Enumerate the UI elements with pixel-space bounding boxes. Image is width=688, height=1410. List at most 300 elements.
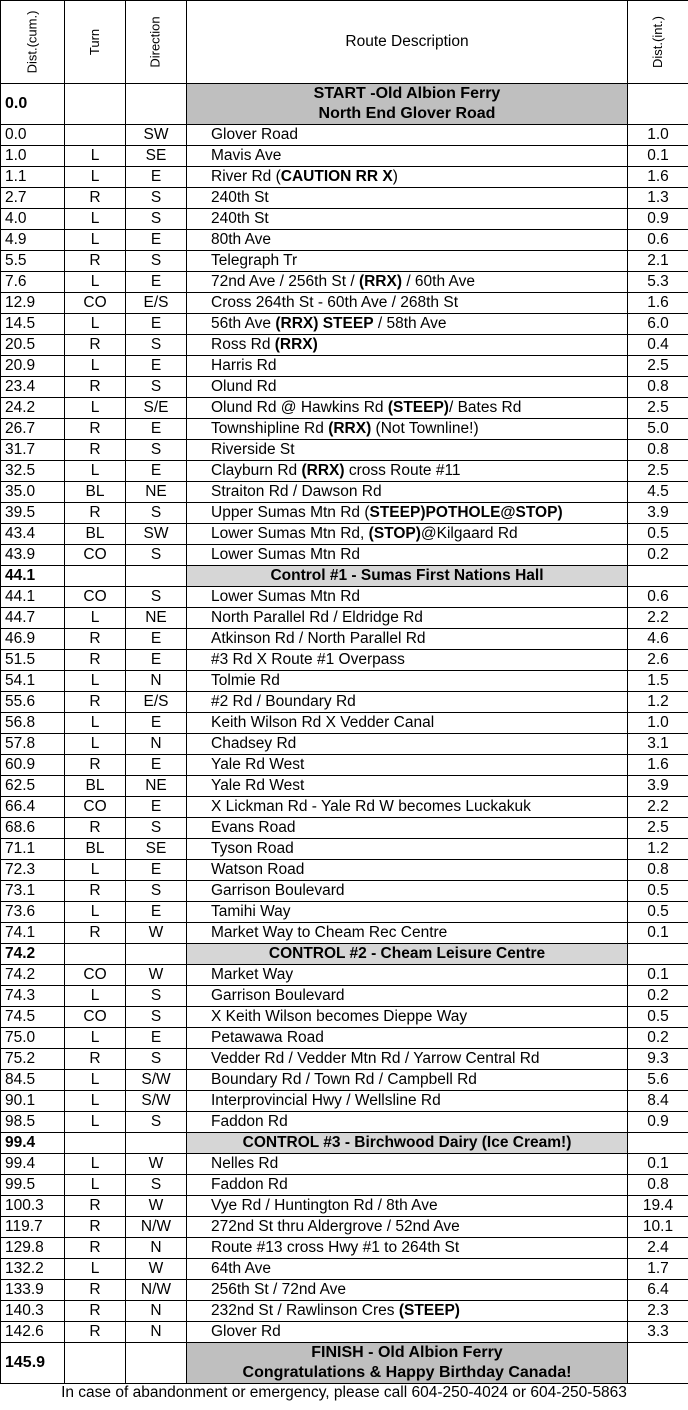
cumulative-distance: 12.9: [1, 293, 65, 314]
route-description: [187, 188, 628, 209]
turn: R: [65, 377, 126, 398]
interval-distance: 2.2: [628, 797, 688, 818]
description-part: Tolmie Rd: [211, 672, 280, 689]
route-description: [187, 1112, 628, 1133]
turn: R: [65, 923, 126, 944]
description-part: / Bates Rd: [448, 399, 522, 416]
control-1-row: [1, 566, 688, 587]
description-part: #2 Rd / Boundary Rd: [211, 693, 356, 710]
route-description: [187, 818, 628, 839]
description-part: Evans Road: [211, 819, 296, 836]
direction: S: [126, 440, 187, 461]
direction: E: [126, 314, 187, 335]
empty-cell: [126, 1133, 187, 1154]
interval-distance: 0.2: [628, 986, 688, 1007]
route-description: [187, 293, 628, 314]
cumulative-distance: 51.5: [1, 650, 65, 671]
cumulative-distance: 119.7: [1, 1217, 65, 1238]
description-part: 256th St / 72nd Ave: [211, 1281, 347, 1298]
interval-distance: 3.9: [628, 503, 688, 524]
description-part: Nelles Rd: [211, 1155, 279, 1172]
cumulative-distance: 7.6: [1, 272, 65, 293]
cumulative-distance: 2.7: [1, 188, 65, 209]
turn: BL: [65, 839, 126, 860]
description-part: River Rd (: [211, 168, 281, 185]
interval-distance: 0.2: [628, 1028, 688, 1049]
description-part: X Keith Wilson becomes Dieppe Way: [211, 1008, 468, 1025]
control-3-row-dist: 99.4: [1, 1133, 65, 1154]
turn: R: [65, 1301, 126, 1322]
control-2-row: [1, 944, 688, 965]
description-part: 232nd St / Rawlinson Cres: [211, 1302, 399, 1319]
interval-distance: 1.0: [628, 713, 688, 734]
interval-distance: 1.6: [628, 755, 688, 776]
description-part: (STEEP): [398, 1302, 460, 1319]
turn: L: [65, 1070, 126, 1091]
route-description: [187, 1217, 628, 1238]
empty-cell: [628, 566, 688, 587]
route-description: [187, 419, 628, 440]
cumulative-distance: 0.0: [1, 125, 65, 146]
direction: S: [126, 503, 187, 524]
turn: CO: [65, 587, 126, 608]
turn: R: [65, 1217, 126, 1238]
direction: W: [126, 965, 187, 986]
route-row: [1, 650, 688, 671]
turn: L: [65, 1028, 126, 1049]
turn: R: [65, 503, 126, 524]
direction: N/W: [126, 1217, 187, 1238]
route-description: [187, 251, 628, 272]
interval-distance: 3.9: [628, 776, 688, 797]
cumulative-distance: 140.3: [1, 1301, 65, 1322]
cumulative-distance: 1.0: [1, 146, 65, 167]
cumulative-distance: 75.0: [1, 1028, 65, 1049]
control-1-row-dist: 44.1: [1, 566, 65, 587]
cumulative-distance: 100.3: [1, 1196, 65, 1217]
cumulative-distance: 39.5: [1, 503, 65, 524]
route-row: [1, 1280, 688, 1301]
description-part: Boundary Rd / Town Rd / Campbell Rd: [211, 1071, 477, 1088]
description-part: Glover Rd: [211, 1323, 281, 1340]
direction: S: [126, 1112, 187, 1133]
direction: S/W: [126, 1070, 187, 1091]
route-row: [1, 524, 688, 545]
route-description: [187, 1049, 628, 1070]
description-part: Yale Rd West: [211, 777, 305, 794]
route-description: [187, 902, 628, 923]
cumulative-distance: 132.2: [1, 1259, 65, 1280]
cumulative-distance: 98.5: [1, 1112, 65, 1133]
direction: E: [126, 167, 187, 188]
direction: S/W: [126, 1091, 187, 1112]
cumulative-distance: 5.5: [1, 251, 65, 272]
direction: S: [126, 545, 187, 566]
description-part: Vye Rd / Huntington Rd / 8th Ave: [211, 1197, 438, 1214]
interval-distance: 10.1: [628, 1217, 688, 1238]
direction: N: [126, 671, 187, 692]
interval-distance: 0.8: [628, 440, 688, 461]
control-3-row: [1, 1133, 688, 1154]
turn: L: [65, 1175, 126, 1196]
route-description: [187, 1070, 628, 1091]
route-row: [1, 1049, 688, 1070]
interval-distance: 1.7: [628, 1259, 688, 1280]
turn: L: [65, 167, 126, 188]
description-part: (RRX): [301, 462, 345, 479]
description-part: Yale Rd West: [211, 756, 305, 773]
empty-cell: [65, 944, 126, 965]
cumulative-distance: 44.7: [1, 608, 65, 629]
route-row: [1, 146, 688, 167]
turn: L: [65, 398, 126, 419]
route-description: [187, 1280, 628, 1301]
direction: E/S: [126, 692, 187, 713]
route-description: [187, 440, 628, 461]
route-description: [187, 650, 628, 671]
interval-distance: 0.1: [628, 146, 688, 167]
interval-distance: 1.2: [628, 839, 688, 860]
direction: S: [126, 881, 187, 902]
route-row: [1, 1301, 688, 1322]
description-part: Vedder Rd / Vedder Mtn Rd / Yarrow Central Rd: [211, 1050, 540, 1067]
description-part: Olund Rd @ Hawkins Rd: [211, 399, 388, 416]
route-description: [187, 524, 628, 545]
description-part: 56th Ave: [211, 315, 276, 332]
cumulative-distance: 75.2: [1, 1049, 65, 1070]
route-description: [187, 1154, 628, 1175]
turn: L: [65, 902, 126, 923]
turn: R: [65, 251, 126, 272]
direction: E: [126, 356, 187, 377]
interval-distance: 0.8: [628, 1175, 688, 1196]
turn: R: [65, 1280, 126, 1301]
cumulative-distance: 99.4: [1, 1154, 65, 1175]
description-part: Straiton Rd / Dawson Rd: [211, 483, 382, 500]
direction: SW: [126, 125, 187, 146]
interval-distance: 0.9: [628, 1112, 688, 1133]
route-row: [1, 293, 688, 314]
route-description: [187, 125, 628, 146]
turn: L: [65, 734, 126, 755]
turn: [65, 125, 126, 146]
direction: NE: [126, 482, 187, 503]
description-part: Upper Sumas Mtn Rd (: [211, 504, 370, 521]
turn: R: [65, 1238, 126, 1259]
route-row: [1, 986, 688, 1007]
description-part: (RRX) STEEP: [275, 315, 374, 332]
description-part: Riverside St: [211, 441, 295, 458]
description-part: (STOP): [368, 525, 421, 542]
description-part: 240th St: [211, 189, 269, 206]
cumulative-distance: 74.1: [1, 923, 65, 944]
direction: E: [126, 650, 187, 671]
turn: R: [65, 629, 126, 650]
route-row: [1, 1175, 688, 1196]
route-description: [187, 629, 628, 650]
description-part: 240th St: [211, 210, 269, 227]
turn: CO: [65, 545, 126, 566]
cumulative-distance: 84.5: [1, 1070, 65, 1091]
turn: L: [65, 608, 126, 629]
interval-distance: 19.4: [628, 1196, 688, 1217]
cumulative-distance: 71.1: [1, 839, 65, 860]
description-part: Route #13 cross Hwy #1 to 264th St: [211, 1239, 460, 1256]
cumulative-distance: 57.8: [1, 734, 65, 755]
interval-distance: 0.5: [628, 881, 688, 902]
route-description: [187, 230, 628, 251]
turn: L: [65, 314, 126, 335]
turn: BL: [65, 482, 126, 503]
route-description: [187, 734, 628, 755]
turn: R: [65, 335, 126, 356]
interval-distance: 2.5: [628, 818, 688, 839]
route-description: [187, 1301, 628, 1322]
control-3-row-label: CONTROL #3 - Birchwood Dairy (Ice Cream!): [187, 1133, 628, 1154]
route-row: [1, 1196, 688, 1217]
route-row: [1, 1259, 688, 1280]
route-row: [1, 1007, 688, 1028]
cumulative-distance: 55.6: [1, 692, 65, 713]
route-row: [1, 461, 688, 482]
cumulative-distance: 62.5: [1, 776, 65, 797]
description-part: 80th Ave: [211, 231, 272, 248]
finish-line-1: FINISH - Old Albion Ferry: [311, 1344, 503, 1361]
control-2-row-label: CONTROL #2 - Cheam Leisure Centre: [187, 944, 628, 965]
cumulative-distance: 32.5: [1, 461, 65, 482]
finish-line-2: Congratulations & Happy Birthday Canada!: [242, 1364, 572, 1381]
turn: L: [65, 272, 126, 293]
route-row: [1, 839, 688, 860]
route-row: [1, 503, 688, 524]
cumulative-distance: 99.5: [1, 1175, 65, 1196]
turn: L: [65, 986, 126, 1007]
route-row: [1, 902, 688, 923]
description-part: Lower Sumas Mtn Rd: [211, 546, 361, 563]
interval-distance: 5.6: [628, 1070, 688, 1091]
route-description: [187, 776, 628, 797]
description-part: 272nd St thru Aldergrove / 52nd Ave: [211, 1218, 460, 1235]
cumulative-distance: 4.0: [1, 209, 65, 230]
direction: S: [126, 335, 187, 356]
direction: N: [126, 1301, 187, 1322]
turn: R: [65, 755, 126, 776]
description-part: Atkinson Rd / North Parallel Rd: [211, 630, 426, 647]
description-part: Faddon Rd: [211, 1176, 288, 1193]
interval-distance: 0.5: [628, 524, 688, 545]
description-part: Tyson Road: [211, 840, 294, 857]
direction: N/W: [126, 1280, 187, 1301]
route-row: [1, 1238, 688, 1259]
interval-distance: 2.5: [628, 398, 688, 419]
route-row: [1, 1091, 688, 1112]
route-row: [1, 377, 688, 398]
direction: NE: [126, 776, 187, 797]
route-description: [187, 839, 628, 860]
route-row: [1, 965, 688, 986]
route-row: [1, 482, 688, 503]
header-route-description: Route Description: [187, 1, 628, 84]
cumulative-distance: 56.8: [1, 713, 65, 734]
interval-distance: 5.0: [628, 419, 688, 440]
header-dist-int: Dist.(int.): [628, 1, 688, 84]
direction: E: [126, 272, 187, 293]
description-part: 72nd Ave / 256th St /: [211, 273, 359, 290]
route-description: [187, 1091, 628, 1112]
route-description: [187, 965, 628, 986]
route-description: [187, 755, 628, 776]
description-part: Interprovincial Hwy / Wellsline Rd: [211, 1092, 441, 1109]
turn: CO: [65, 1007, 126, 1028]
interval-distance: 4.6: [628, 629, 688, 650]
cumulative-distance: 43.4: [1, 524, 65, 545]
route-row: [1, 776, 688, 797]
description-part: Garrison Boulevard: [211, 882, 345, 899]
route-row: [1, 608, 688, 629]
route-description: [187, 1007, 628, 1028]
turn: BL: [65, 524, 126, 545]
direction: E: [126, 629, 187, 650]
cumulative-distance: 73.1: [1, 881, 65, 902]
direction: SE: [126, 146, 187, 167]
start-banner: START -Old Albion Ferry North End Glover Road: [187, 84, 628, 125]
cumulative-distance: 20.5: [1, 335, 65, 356]
description-part: Petawawa Road: [211, 1029, 324, 1046]
interval-distance: 6.0: [628, 314, 688, 335]
direction: W: [126, 1196, 187, 1217]
emergency-footer: In case of abandonment or emergency, please call 604-250-4024 or 604-250-5863: [61, 1384, 627, 1401]
route-row: [1, 398, 688, 419]
route-description: [187, 671, 628, 692]
route-row: [1, 230, 688, 251]
direction: S: [126, 1175, 187, 1196]
route-row: [1, 671, 688, 692]
header-direction: Direction: [126, 1, 187, 84]
route-description: [187, 503, 628, 524]
route-description: [187, 167, 628, 188]
turn: R: [65, 692, 126, 713]
description-part: Olund Rd: [211, 378, 277, 395]
direction: NE: [126, 608, 187, 629]
interval-distance: 2.4: [628, 1238, 688, 1259]
route-row: [1, 545, 688, 566]
route-description: [187, 1196, 628, 1217]
interval-distance: 1.6: [628, 167, 688, 188]
description-part: STEEP)POTHOLE@STOP): [369, 504, 563, 521]
description-part: Lower Sumas Mtn Rd,: [211, 525, 369, 542]
description-part: Tamihi Way: [211, 903, 291, 920]
description-part: Harris Rd: [211, 357, 277, 374]
direction: W: [126, 923, 187, 944]
route-row: [1, 1070, 688, 1091]
interval-distance: 5.3: [628, 272, 688, 293]
direction: E/S: [126, 293, 187, 314]
control-2-row-dist: 74.2: [1, 944, 65, 965]
cumulative-distance: 23.4: [1, 377, 65, 398]
direction: SE: [126, 839, 187, 860]
cumulative-distance: 60.9: [1, 755, 65, 776]
route-row: [1, 629, 688, 650]
interval-distance: 0.8: [628, 377, 688, 398]
interval-distance: 2.6: [628, 650, 688, 671]
interval-distance: 0.1: [628, 965, 688, 986]
route-row: [1, 251, 688, 272]
route-row: [1, 860, 688, 881]
route-row: [1, 797, 688, 818]
route-row: [1, 188, 688, 209]
description-part: 64th Ave: [211, 1260, 272, 1277]
cumulative-distance: 54.1: [1, 671, 65, 692]
interval-distance: 2.5: [628, 356, 688, 377]
description-part: Market Way: [211, 966, 294, 983]
empty-cell: [126, 1343, 187, 1384]
cumulative-distance: 14.5: [1, 314, 65, 335]
direction: S: [126, 377, 187, 398]
direction: N: [126, 1322, 187, 1343]
direction: S: [126, 587, 187, 608]
description-part: @Kilgaard Rd: [420, 525, 518, 542]
route-row: [1, 713, 688, 734]
route-row: [1, 1154, 688, 1175]
cumulative-distance: 90.1: [1, 1091, 65, 1112]
interval-distance: 0.2: [628, 545, 688, 566]
description-part: (RRX): [274, 336, 318, 353]
turn: R: [65, 881, 126, 902]
turn: R: [65, 188, 126, 209]
turn: R: [65, 1322, 126, 1343]
route-row: [1, 1322, 688, 1343]
route-row: [1, 1112, 688, 1133]
empty-cell: [65, 1343, 126, 1384]
interval-distance: 1.3: [628, 188, 688, 209]
route-description: [187, 146, 628, 167]
empty-cell: [628, 1343, 688, 1384]
finish-row: [1, 1343, 688, 1384]
cumulative-distance: 43.9: [1, 545, 65, 566]
route-description: [187, 1322, 628, 1343]
route-description: [187, 587, 628, 608]
interval-distance: 8.4: [628, 1091, 688, 1112]
route-description: [187, 1028, 628, 1049]
description-part: Clayburn Rd: [211, 462, 302, 479]
route-description: [187, 881, 628, 902]
header-turn: Turn: [65, 1, 126, 84]
turn: R: [65, 1049, 126, 1070]
cumulative-distance: 24.2: [1, 398, 65, 419]
interval-distance: 0.5: [628, 1007, 688, 1028]
interval-distance: 0.6: [628, 587, 688, 608]
interval-distance: 0.6: [628, 230, 688, 251]
direction: E: [126, 419, 187, 440]
route-description: [187, 923, 628, 944]
interval-distance: 6.4: [628, 1280, 688, 1301]
route-description: [187, 713, 628, 734]
route-description: [187, 797, 628, 818]
interval-distance: 9.3: [628, 1049, 688, 1070]
turn: R: [65, 818, 126, 839]
control-1-row-label: Control #1 - Sumas First Nations Hall: [187, 566, 628, 587]
route-row: [1, 272, 688, 293]
interval-distance: 2.1: [628, 251, 688, 272]
direction: E: [126, 902, 187, 923]
route-row: [1, 419, 688, 440]
direction: N: [126, 1238, 187, 1259]
cumulative-distance: 74.2: [1, 965, 65, 986]
turn: BL: [65, 776, 126, 797]
turn: L: [65, 713, 126, 734]
route-description: [187, 692, 628, 713]
direction: W: [126, 1259, 187, 1280]
